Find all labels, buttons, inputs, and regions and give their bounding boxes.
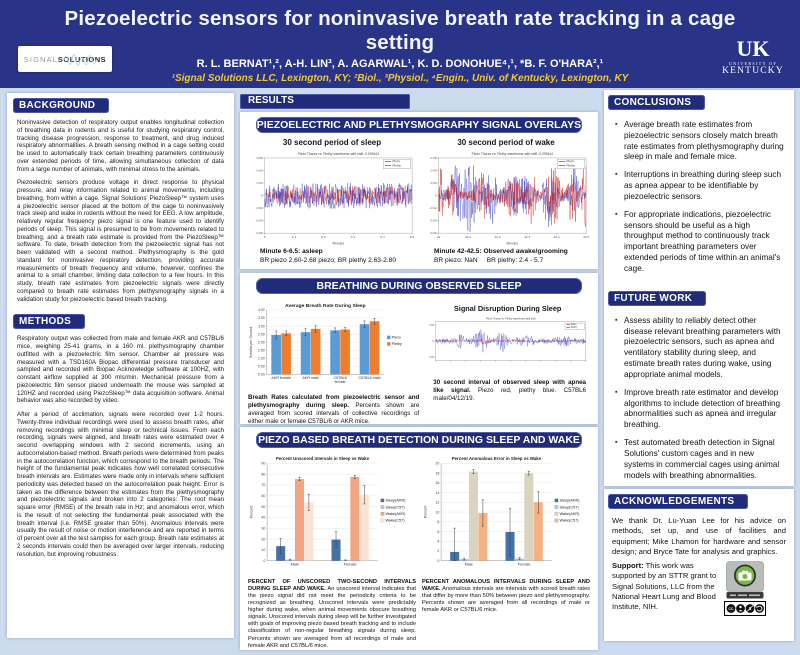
svg-text:1.50: 1.50 — [257, 348, 265, 353]
svg-text:0: 0 — [434, 193, 437, 198]
creative-commons-license-icon — [724, 601, 766, 616]
sleep-overlay-caption-text: BR piezo 2.60-2.68 piezo; BR plethy 2.63-2.80 — [260, 256, 396, 264]
svg-text:6.4: 6.4 — [380, 235, 385, 240]
sleep-overlay-heading: 30 second period of sleep — [282, 138, 382, 147]
conclusion-bullet-3: ▪ For appropriate indications, piezoelectric sensors should be useful as a high throughput method to continuously track important breathing parameters over extended periods of time within an animal's cage. — [614, 210, 784, 275]
svg-text:0: 0 — [437, 558, 440, 563]
svg-text:20: 20 — [261, 537, 266, 542]
svg-text:Piezo: Piezo — [392, 159, 401, 164]
future-work-bullet-1: ▪ Assess ability to reliably detect other disease relevant breathing parameters with piezoelectric sensors, such as apnea and ventilatory stability during sleep, and estimate breath rates during wake, using appropriate animal models. — [614, 316, 784, 381]
svg-text:3.50: 3.50 — [257, 316, 265, 321]
acknowledgements-text: We thank Dr. Lu-Yuan Lee for his advice on methods, set up, and use of facilities and equipment; Mike Lhamon for hardware and sensor design; and Bryce Tate for analysis and graphics. — [612, 516, 786, 556]
svg-text:30: 30 — [261, 526, 266, 531]
svg-text:-0.06: -0.06 — [429, 231, 437, 236]
svg-text:0.02: 0.02 — [430, 181, 437, 186]
svg-text:0.06: 0.06 — [256, 156, 263, 161]
breath-detection-panel — [240, 427, 598, 650]
svg-text:40: 40 — [261, 515, 266, 520]
svg-text:Minutes: Minutes — [506, 241, 519, 246]
svg-text:42.4: 42.4 — [553, 235, 560, 240]
svg-text:42.2: 42.2 — [494, 235, 501, 240]
svg-text:0: 0 — [260, 193, 263, 198]
svg-text:6: 6 — [437, 529, 440, 534]
svg-text:Plethy: Plethy — [392, 163, 401, 168]
conclusions-heading: CONCLUSIONS — [614, 97, 692, 108]
sleep-overlay-caption-bold: Minute 6-6.5: asleep — [260, 248, 323, 255]
svg-text:0.50: 0.50 — [257, 364, 265, 369]
svg-text:Sleep(AKR): Sleep(AKR) — [559, 498, 580, 503]
svg-text:-0.04: -0.04 — [429, 218, 437, 223]
signal-overlays-panel — [240, 112, 598, 269]
sleep-overlay-caption — [260, 248, 416, 265]
svg-text:AKR male: AKR male — [302, 375, 319, 380]
wake-overlay-chart — [422, 149, 590, 247]
observed-sleep-panel-header — [256, 278, 582, 294]
uk-logo — [718, 38, 788, 77]
svg-text:Wake(C57): Wake(C57) — [385, 518, 405, 523]
svg-text:-0.02: -0.02 — [255, 206, 263, 211]
svg-text:20: 20 — [435, 461, 440, 466]
anomalous-error-chart — [422, 452, 590, 574]
svg-text:4: 4 — [437, 539, 440, 544]
signal-overlays-panel-header — [256, 117, 582, 133]
svg-text:-0.04: -0.04 — [255, 218, 263, 223]
svg-text:CC: CC — [728, 606, 734, 611]
acknowledgements-heading: ACKNOWLEDGEMENTS — [614, 496, 735, 507]
svg-text:C57BL6: C57BL6 — [333, 375, 347, 380]
svg-text:Piezo Thorax vs. Plethy wavefo: Piezo Thorax vs. Plethy waveforms with shift -0.039444 — [471, 152, 554, 157]
support-text — [612, 561, 718, 612]
svg-text:Piezo Thorax vs. Plethy wavefo: Piezo Thorax vs. Plethy waveforms with shift -0.039444 — [297, 152, 380, 157]
signal-disruption-caption-bold: 30 second interval of observed sleep with apnea like signal. — [433, 379, 586, 394]
support-label: Support: — [612, 561, 644, 570]
signal-disruption-caption — [433, 379, 586, 403]
svg-text:16: 16 — [435, 481, 440, 486]
background-heading: BACKGROUND — [19, 100, 96, 111]
svg-text:8: 8 — [437, 520, 440, 525]
avg-breath-rate-chart — [248, 298, 419, 392]
svg-text:Percent: Percent — [423, 505, 428, 519]
anomalous-caption-bold: PERCENT ANOMALOUS INTERVALS DURING SLEEP AND WAKE. — [422, 579, 590, 593]
avg-breath-rate-caption — [248, 394, 419, 424]
future-work-bullet-3: ▪ Test automated breath detection in Signal Solutions' custom cages and in new systems in commercial cages using animal models with breathing abnormalities. — [614, 438, 784, 481]
acknowledgements-section-header — [608, 494, 748, 509]
wake-overlay-figure — [422, 137, 590, 265]
conclusion-bullet-2: ▪ Interruptions in breathing during sleep such as apnea appear to be identifiable by piezoelectric sensors. — [614, 170, 784, 202]
sleep-overlay-chart — [248, 149, 416, 247]
anomalous-caption-text: Anomalous intervals are intervals with scored breath rates that differ by more than 50% between piezo and plethysmography. Percents shown are averaged from all recordings of male or female AKR or C57BL/6 mice. — [422, 586, 590, 614]
breath-detection-panel-header — [256, 432, 582, 448]
svg-text:Average Breath Rate During Sle: Average Breath Rate During Sleep — [284, 303, 366, 309]
svg-text:Breaths per Second: Breaths per Second — [249, 326, 254, 358]
signal-disruption-caption-text: Piezo red, plethy blue. C57BL6 male/04/12/19. — [433, 386, 586, 402]
support-body: This work was supported by an STTR grant to Signal Solutions, LLC from the National Heart Lung and Blood Institute, NIH. — [612, 561, 717, 611]
acknowledgements-panel — [604, 489, 794, 641]
observed-sleep-panel — [240, 273, 598, 424]
svg-text:0.06: 0.06 — [430, 156, 437, 161]
svg-text:Sleep(AKR): Sleep(AKR) — [385, 498, 406, 503]
svg-text:1.00: 1.00 — [257, 356, 265, 361]
svg-text:10: 10 — [435, 510, 440, 515]
svg-text:12: 12 — [435, 500, 440, 505]
results-section-header — [240, 94, 410, 109]
uk-logo-line1: UNIVERSITY OF — [728, 61, 778, 66]
signal-disruption-figure — [425, 298, 590, 424]
svg-text:Wake(AKR): Wake(AKR) — [385, 512, 406, 517]
signal-disruption-chart — [425, 315, 590, 369]
svg-text:0.00: 0.00 — [257, 372, 265, 377]
svg-text:AKR female: AKR female — [271, 375, 291, 380]
svg-text:C57BL6 male: C57BL6 male — [358, 375, 381, 380]
poster-header — [0, 0, 800, 88]
svg-text:Plethy: Plethy — [571, 327, 578, 330]
uk-logo-mark: UK — [736, 36, 770, 61]
wake-overlay-caption-text: BR piezo: NaN BR plethy: 2.4 - 5.7 — [434, 256, 544, 264]
unscored-caption-bold: PERCENT OF UNSCORED TWO-SECOND INTERVALS DURING SLEEP AND WAKE. — [248, 579, 416, 593]
svg-text:0.02: 0.02 — [256, 181, 263, 186]
svg-text:6: 6 — [263, 235, 266, 240]
svg-text:18: 18 — [435, 471, 440, 476]
svg-text:50: 50 — [261, 504, 266, 509]
svg-text:Minutes: Minutes — [332, 241, 345, 246]
authors-line: R. L. BERNAT¹,², A-H. LIN³, A. AGARWAL¹, K. D. DONOHUE⁴,¹, *B. F. O'HARA²,¹ — [196, 58, 604, 70]
svg-text:-0.05: -0.05 — [428, 357, 435, 360]
signal-overlays-panel-heading: PIEZOELECTRIC AND PLETHYSMOGRAPHY SIGNAL OVERLAYS — [256, 119, 582, 131]
svg-text:Female: Female — [343, 562, 357, 567]
svg-text:-0.02: -0.02 — [429, 206, 437, 211]
methods-heading: METHODS — [19, 316, 72, 328]
signal-solutions-logo — [18, 46, 112, 72]
breath-detection-panel-heading: PIEZO BASED BREATH DETECTION DURING SLEEP AND WAKE — [258, 434, 580, 446]
svg-text:0: 0 — [263, 558, 266, 563]
unscored-intervals-figure — [248, 452, 416, 574]
signal-disruption-heading: Signal Disruption During Sleep — [453, 304, 562, 313]
svg-text:6.2: 6.2 — [321, 235, 326, 240]
wake-overlay-heading: 30 second period of wake — [457, 138, 555, 147]
svg-text:Percent: Percent — [249, 505, 254, 519]
svg-text:Piezo: Piezo — [571, 324, 577, 327]
license-badges — [724, 561, 766, 616]
svg-text:42.1: 42.1 — [465, 235, 472, 240]
unscored-intervals-chart — [248, 452, 416, 574]
svg-text:Sleep(C57): Sleep(C57) — [559, 505, 579, 510]
svg-text:0.05: 0.05 — [429, 324, 435, 327]
svg-text:Piezo Thorax vs. Plethy wavefo: Piezo Thorax vs. Plethy waveforms with shift — [486, 317, 536, 321]
svg-text:female: female — [334, 379, 346, 384]
svg-text:3.00: 3.00 — [257, 324, 265, 329]
affiliations-line: ¹Signal Solutions LLC, Lexington, KY; ²Biol., ³Physiol., ⁴Engin., Univ. of Kentucky, Lexington, KY — [171, 73, 629, 84]
avg-breath-rate-figure — [248, 298, 419, 424]
unscored-caption-text: An unscored interval indicates that the piezo signal did not meet the periodicity criteria to be recognized as breathing. Unscored intervals were predictably higher during wake, when animal movements obscure breathing signals. Unscored intervals during sleep will be further investigated with goals of improving piezo based breath tracking and to include classification of non-regular breathing signals during sleep. Percents shown are averaged from all recordings of male and female AKR and C57BL/6 mice. — [248, 586, 416, 649]
wake-overlay-caption-bold: Minute 42-42.5: Observed awake/grooming — [434, 248, 568, 255]
svg-text:60: 60 — [261, 494, 266, 499]
wake-overlay-caption — [434, 248, 590, 265]
unscored-intervals-caption — [248, 579, 416, 650]
anomalous-error-figure — [422, 452, 590, 574]
background-paragraph-2: Piezoelectric sensors produce voltage in direct response to physical pressure, and relay information related to animal movements, including breathing, from within a cage. Signal Solutions' PiezoSleep™ system uses a piezoelectric sensor placed at the bottom of the cage to noninvasively track sleep and wake in rodents without the need for EEG. A low amplitude, relatively regular frequency piezo signal is one feature used to identify periods of sleep. This signal is presumed to be from movements related to breathing, and a breath rate estimate is provided from the PiezoSleep™ software. To date, breath detection from the piezoelectric signal has not been validated with a second method. Plethysmography is the gold standard for noninvasive respiratory detection, providing accurate measurements of breath frequency and volume, however, confines the animal to a small chamber, limiting data collection to a few hours. In this study, breath rate estimates from piezoelectric signals were directly compared to breath rate estimates from plethysmography signals in a validation study for piezoelectric based breath tracking. — [17, 179, 224, 303]
conclusions-section-header — [608, 95, 705, 110]
svg-text:Male: Male — [290, 562, 299, 567]
observed-sleep-panel-heading: BREATHING DURING OBSERVED SLEEP — [316, 280, 522, 292]
svg-text:Percent Anomalous Error in Sle: Percent Anomalous Error in Sleep vs Wake — [451, 456, 542, 462]
background-paragraph-1: Noninvasive detection of respiratory output enables longitudinal collection of breathing data in rodents and is useful for studying respiratory control, tracking disease progression, response to treatment, and drug induced respiratory abnormalities. A breath sensing method in a cage setting could be used to automatically track certain breathing parameters continuously over extended periods of time, allowing simultaneous collection of data from a large number of animals, with minimal stress to the animals. — [17, 119, 224, 173]
anomalous-error-caption — [422, 579, 590, 650]
conclusions-future-panel — [604, 90, 794, 486]
background-section-header — [13, 98, 109, 113]
signal-solutions-logo-text-2: SOLUTIONS — [57, 54, 107, 64]
svg-text:Plethy: Plethy — [566, 163, 575, 168]
conclusion-bullet-1: ▪ Average breath rate estimates from piezoelectric sensors closely match breath rate estimates from plethysmography during sleep in male and female mice. — [614, 120, 784, 163]
svg-text:42.3: 42.3 — [524, 235, 531, 240]
left-column-panel — [7, 93, 234, 638]
avg-breath-rate-caption-bold: Breath Rates calculated from piezoelectric sensor and plethysmography during sleep. — [248, 394, 420, 409]
svg-text:Piezo: Piezo — [391, 335, 401, 340]
svg-text:Male: Male — [464, 562, 473, 567]
svg-text:2.00: 2.00 — [257, 340, 265, 345]
svg-text:6.5: 6.5 — [409, 235, 415, 240]
svg-text:Sleep(C57): Sleep(C57) — [385, 505, 405, 510]
svg-text:2: 2 — [437, 549, 440, 554]
svg-text:6.1: 6.1 — [291, 235, 297, 240]
avg-breath-rate-caption-text: Percents shown are averaged from scored intervals of collective recordings of either male or female C57BL/6 or AKR mice. — [248, 401, 420, 424]
svg-text:0.04: 0.04 — [256, 168, 263, 173]
svg-text:Wake(AKR): Wake(AKR) — [559, 512, 580, 517]
svg-text:Plethy: Plethy — [391, 342, 402, 347]
svg-text:14: 14 — [435, 490, 440, 495]
svg-text:42.5: 42.5 — [583, 235, 590, 240]
support-row — [612, 561, 786, 616]
svg-text:10: 10 — [261, 548, 266, 553]
future-work-heading: FUTURE WORK — [614, 292, 693, 304]
svg-text:2.50: 2.50 — [257, 332, 265, 337]
poster-title: Piezoelectric sensors for noninvasive breath rate tracking in a cage setting — [64, 7, 736, 54]
results-heading: RESULTS — [248, 95, 294, 106]
svg-text:Piezo: Piezo — [566, 159, 575, 164]
methods-paragraph-2: After a period of acclimation, signals were recorded over 1-2 hours. Twenty-three individual recordings were used to assess breath rates, after removing recordings with minimal sleep or technical issues. From each recording, signals were aligned, and breath rates were estimated over 4 second overlapping windows with 2 second increments, using an autocorrelation-based method. Breath periods were determined from peaks in the autocorrelation function, which correspond to the breath periods. The height of the fundamental peak indicates how well correlated consecutive breath intervals are. Estimates were made only in intervals where sufficient periodicity was detected based on the autocorrelation peak height. Error is taken as the difference between the estimates from the plethysmography and piezoelectric signals and broken into 2 categories: The root mean square error (RMSE) of the breath rate in Hz; and anomalous error, which is the result of not selecting the fundamental peak associated with the breath interval (i.e. RMSE greater than 50%). Anomalous intervals were usually the result of noise or motion interference and are reported in terms of percent over all the test samples for each group. Breath rate estimates at 2 seconds intervals could then be averaged over larger intervals, reducing resolution, but improving robustness. — [17, 411, 224, 558]
svg-text:6.3: 6.3 — [350, 235, 356, 240]
future-work-bullet-2: ▪ Improve breath rate estimator and develop algorithms to include detection of breathing abnormalities such as apnea and irregular breathing. — [614, 388, 784, 431]
svg-text:Percent Unscored Intervals in: Percent Unscored Intervals in Sleep vs Wake — [275, 456, 370, 462]
svg-text:Wake(C57): Wake(C57) — [559, 518, 579, 523]
signal-solutions-logo-text-1: SIGNAL — [23, 54, 58, 64]
open-access-photo-record-badge-icon — [726, 561, 764, 599]
svg-text:Female: Female — [517, 562, 531, 567]
svg-text:90: 90 — [261, 461, 266, 466]
sleep-overlay-figure — [248, 137, 416, 265]
signal-solutions-waveform-icon — [62, 48, 106, 70]
uk-logo-line2: KENTUCKY — [722, 66, 784, 76]
svg-text:42: 42 — [436, 235, 441, 240]
svg-text:0: 0 — [432, 341, 435, 344]
methods-paragraph-1: Respiratory output was collected from male and female AKR and C57BL/6 mice, weighing 25-41 grams, in a 160 ml. plethysmography chamber outfitted with a piezoelectric film sensor. Chamber air pressure was measured with a TSD160A Biopac differential pressure transducer and sampled and recorded with Biopac Acknowledge software at 100HZ, with constant airflow supplied at 300 mls/min. Mechanical pressure from a piezoelectric film sensor placed underneath the mouse was sampled at 120HZ and recorded using PiezoSleep™ data acquisition software. Animal behavior was also recorded by video. — [17, 335, 224, 405]
svg-text:70: 70 — [261, 483, 266, 488]
svg-text:80: 80 — [261, 472, 266, 477]
svg-text:-0.06: -0.06 — [255, 231, 263, 236]
svg-text:4.00: 4.00 — [257, 308, 265, 313]
methods-section-header — [13, 314, 85, 329]
future-work-section-header — [608, 291, 706, 306]
svg-text:0.04: 0.04 — [430, 168, 437, 173]
